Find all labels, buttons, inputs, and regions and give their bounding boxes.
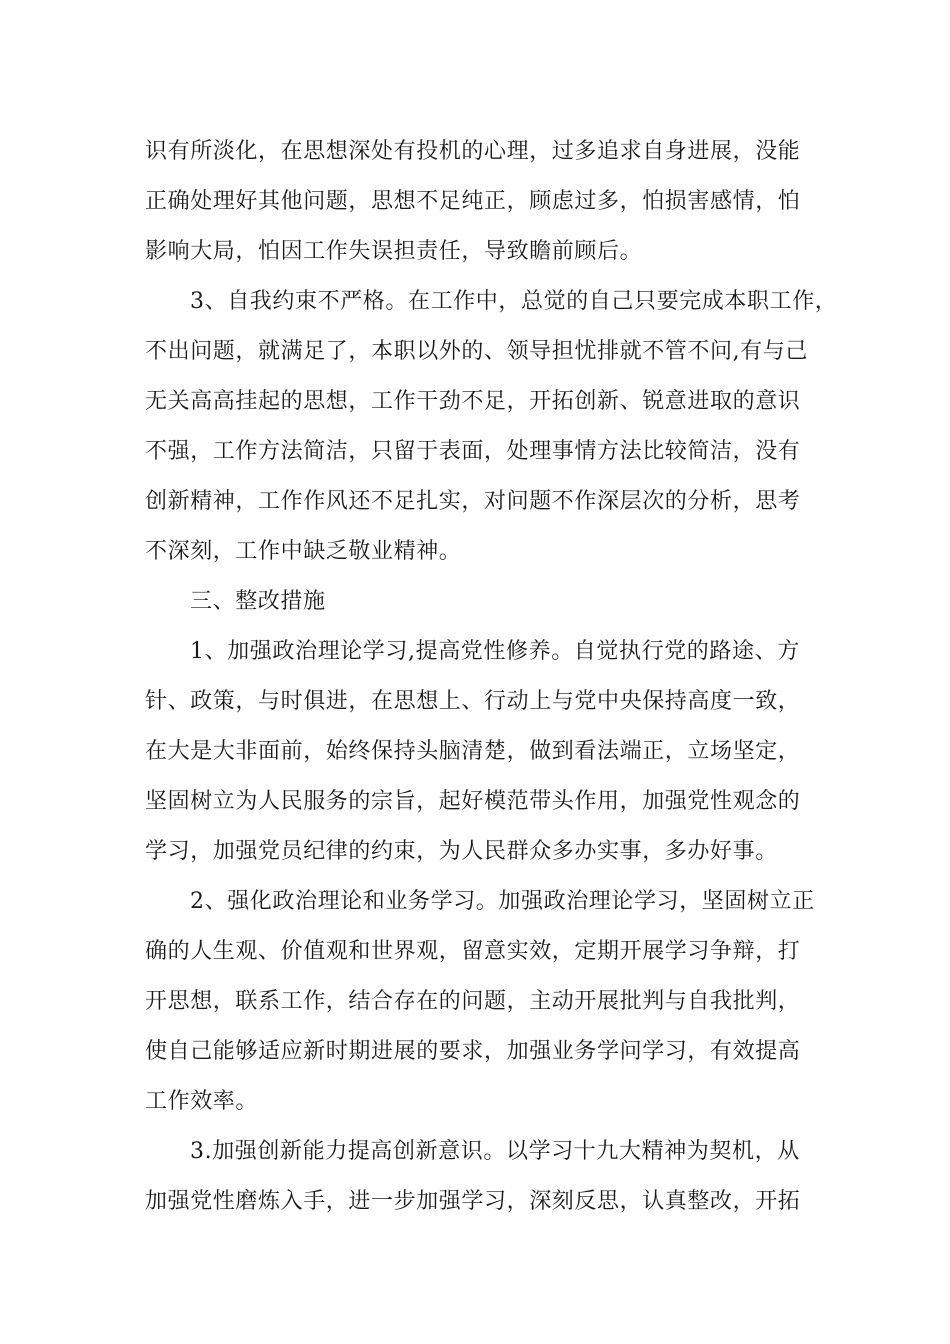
text-line: 针、政策，与时俱进，在思想上、行动上与党中央保持高度一致， xyxy=(145,689,801,714)
text-line: 坚固树立为人民服务的宗旨，起好模范带头作用，加强党性观念的 xyxy=(145,789,801,814)
text-line: 识有所淡化，在思想深处有投机的心理，过多追求自身进展，没能 xyxy=(145,139,801,164)
paragraph-start-line: 3.加强创新能力提高创新意识。以学习十九大精神为契机，从 xyxy=(190,1139,800,1164)
section-heading: 三、整改措施 xyxy=(190,589,326,614)
text-line: 不强，工作方法简洁，只留于表面，处理事情方法比较简洁，没有 xyxy=(145,439,801,464)
text-line: 在大是大非面前，始终保持头脑清楚，做到看法端正，立场坚定， xyxy=(145,739,801,764)
text-line: 开思想，联系工作，结合存在的问题，主动开展批判与自我批判， xyxy=(145,989,801,1014)
text-line: 工作效率。 xyxy=(145,1089,259,1114)
text-line: 影响大局，怕因工作失误担责任，导致瞻前顾后。 xyxy=(145,239,643,264)
text-line: 不深刻，工作中缺乏敬业精神。 xyxy=(145,539,462,564)
text-line: 正确处理好其他问题，思想不足纯正，顾虑过多，怕损害感情，怕 xyxy=(145,189,801,214)
text-line: 使自己能够适应新时期进展的要求，加强业务学问学习，有效提高 xyxy=(145,1039,801,1064)
text-line: 创新精神，工作作风还不足扎实，对问题不作深层次的分析，思考 xyxy=(145,489,801,514)
text-line: 确的人生观、价值观和世界观，留意实效，定期开展学习争辩，打 xyxy=(145,939,801,964)
paragraph-start-line: 3、自我约束不严格。在工作中，总觉的自己只要完成本职工作， xyxy=(190,289,838,314)
document-body xyxy=(145,127,838,1227)
paragraph-start-line: 2、强化政治理论和业务学习。加强政治理论学习，坚固树立正 xyxy=(190,889,815,914)
text-line: 加强党性磨炼入手，进一步加强学习，深刻反思，认真整改，开拓 xyxy=(145,1189,801,1214)
text-line: 无关高高挂起的思想，工作干劲不足，开拓创新、锐意进取的意识 xyxy=(145,389,801,414)
paragraph-start-line: 1、加强政治理论学习,提高党性修养。自觉执行党的路途、方 xyxy=(190,639,800,664)
text-line: 不出问题，就满足了，本职以外的、领导担忧排就不管不问,有与己 xyxy=(145,339,808,364)
text-line: 学习，加强党员纪律的约束，为人民群众多办实事，多办好事。 xyxy=(145,839,778,864)
